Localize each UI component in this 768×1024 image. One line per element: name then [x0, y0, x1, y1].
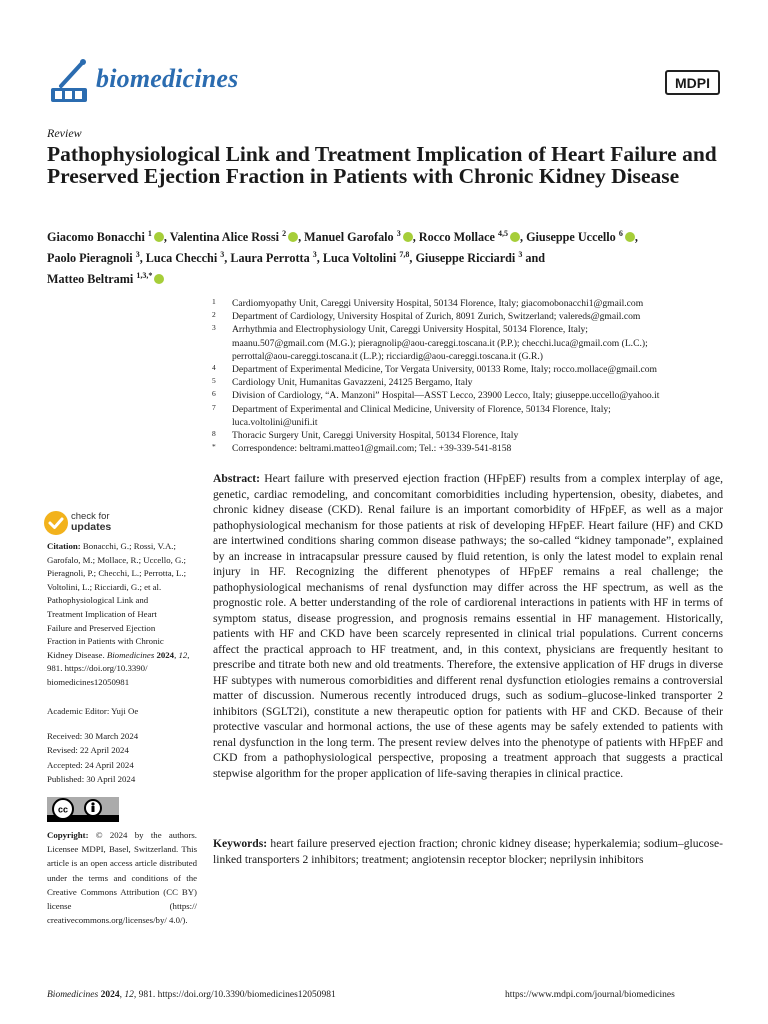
affiliations [212, 297, 724, 455]
affiliation-text [232, 297, 724, 310]
affiliation-number: 6 [212, 389, 216, 399]
journal-name[interactable]: biomedicines [96, 64, 239, 93]
author-separator: and [522, 251, 546, 266]
author-affiliation-sup: 3 [220, 250, 225, 260]
citation: Citation: Bonacchi, G.; Rossi, V.A.; Garofalo, M.; Mollace, R.; Uccello, G.; Pieragnoli, P.; Checchi, L.; Perrotta, L.; Voltolini, L.; Ricciardi, G.; et al. Pathophysiological Link and Treatment Implication of Heart Failure and Preserved Ejection Fraction in Patients with Chronic Kidney Disease. Biomedicines 2024, 12, 981. https://doi.org/10.3390/ biomedicines12050981 [47, 540, 202, 690]
citation-year: 2024 [156, 649, 175, 660]
author-name[interactable]: Luca Checchi [145, 251, 221, 266]
orcid-icon[interactable] [403, 232, 413, 242]
date-published: Published: 30 April 2024 [47, 773, 136, 784]
abstract-label: Abstract: [213, 472, 261, 485]
abstract-text: Heart failure with preserved ejection fraction (HFpEF) results from a complex interplay of age, genetic, cardiac remodeling, and concomitant comorbidities including hypertension, obesity, diabetes, and chronic kidney disease (CKD). Renal failure is an important comorbidity of HFpEF, as well as a major pathophysiological mechanism for those patients at risk of developing HFpEF. Heart failure (HF) and CKD are intertwined conditions sharing common disease pathways; the so-called “kidney tamponade”, explained by an increase in intracapsular pressure caused by fluid retention, is only the latest model to explain renal injury in HF. Recognizing the different phenotypes of HFpEF remains a real challenge; the pathophysiological mechanisms of renal dysfunction may differ across the HF spectrum, as well as the prognostic role. A better understanding of the role of cardiorenal interactions in patients with HF in terms of symptom status, disease progression, and prognosis remains essential in HF management. Historically, patients with HF and CKD have been scarcely represented in clinical trial populations. Current concerns affect the practical approach to HF treatment, and, in this context, physicians are frequently hesitant to prescribe and titrate both new and old treatments. Therefore, the extensive application of HF drugs in diverse HF subtypes with numerous comorbidities and different renal dysfunction etiologies remains a controversial matter of discussion. Numerous recently introduced drugs, such as sodium–glucose-linked transporter 2 inhibitors (SGLT2i), constitute a new therapeutic option for patients with HF and CKD. Because of their protective vascular and hormonal actions, the use of these agents may be safely extended to patients with renal dysfunction in the long term. The present review delves into the phenotype of patients with HFpEF and CKD from a pathophysiological perspective, proposing a treatment approach that suggests a practical stepwise algorithm for the proper application of life-saving therapies in clinical practice. [213, 472, 723, 780]
check-for-updates-icon[interactable] [43, 510, 69, 536]
cc-by-license-icon[interactable] [47, 797, 119, 822]
author-affiliation-sup: 4,5 [497, 229, 508, 238]
affiliation-item [212, 442, 724, 455]
author-name[interactable]: Luca Voltolini [322, 251, 400, 266]
author-affiliation-sup: 6 [618, 229, 623, 238]
date-received: Received: 30 March 2024 [47, 731, 139, 741]
citation-line: Voltolini, L.; Ricciardi, G.; et al. [47, 581, 162, 592]
article-dates [47, 729, 138, 786]
affiliation-number: * [212, 442, 216, 452]
affiliation-item [212, 429, 724, 442]
footer-citation: Biomedicines 2024, 12, 981. https://doi.org/10.3390/biomedicines12050981 [47, 990, 336, 1000]
author-name[interactable]: Manuel Garofalo [304, 230, 397, 245]
copyright-notice [47, 828, 197, 927]
citation-line: Bonacchi, G.; Rossi, V.A.; [82, 541, 176, 551]
author-separator: , [316, 251, 323, 266]
citation-line: Pieragnoli, P.; Checchi, L.; Perrotta, L.; [47, 568, 187, 579]
affiliation-item [212, 376, 724, 389]
citation-label: Citation: [47, 541, 81, 551]
affiliation-line: perrottal@aou-careggi.toscana.it (L.P.); ricciardig@aou-careggi.toscana.it (G.R.) [232, 350, 543, 362]
footer-doi[interactable]: , 981. https://doi.org/10.3390/biomedicines12050981 [133, 990, 336, 1000]
svg-text:cc: cc [57, 804, 69, 815]
footer-journal-url[interactable]: https://www.mdpi.com/journal/biomedicines [505, 990, 675, 1000]
author-affiliation-sup: 1,3,* [136, 271, 153, 281]
author-affiliation-sup: 7,8 [399, 250, 410, 260]
orcid-icon[interactable] [510, 232, 520, 242]
affiliation-text [232, 442, 724, 455]
affiliation-number: 1 [212, 297, 216, 306]
citation-line: Failure and Preserved Ejection [47, 622, 156, 633]
affiliation-line: Department of Experimental Medicine, Tor Vergata University, 00133 Rome, Italy; rocco.mollace@gmail.com [232, 364, 658, 376]
author-affiliation-sup: 3 [135, 250, 140, 260]
author-separator: , [519, 230, 527, 245]
citation-journal: Biomedicines [106, 649, 155, 660]
citation-tail: Kidney Disease. [47, 649, 107, 660]
affiliation-item [212, 403, 724, 429]
abstract [213, 471, 723, 781]
affiliation-text [232, 376, 724, 389]
affiliation-line: Thoracic Surgery Unit, Careggi University Hospital, 50134 Florence, Italy [232, 430, 519, 442]
footer-year: 2024 [100, 990, 120, 1000]
affiliation-text [232, 323, 724, 363]
affiliation-number: 3 [212, 323, 216, 333]
author-name[interactable]: Rocco Mollace [418, 230, 498, 245]
affiliation-text [232, 363, 724, 376]
affiliation-line: luca.voltolini@unifi.it [232, 416, 318, 428]
affiliation-line: Division of Cardiology, “A. Manzoni” Hospital—ASST Lecco, 23900 Lecco, Italy; giuseppe.uccello@yahoo.it [232, 390, 660, 402]
author-separator: , [139, 251, 146, 266]
affiliation-item [212, 310, 724, 323]
affiliation-text [232, 403, 724, 429]
affiliation-text [232, 429, 724, 442]
copyright-text: © 2024 by the authors. Licensee MDPI, Basel, Switzerland. This article is an open access article distributed under the terms and conditions of the Creative Commons Attribution (CC BY) license (https:// creativecommons.org/licenses/by/ 4.0/). [47, 830, 197, 926]
footer-volume: 12 [124, 990, 134, 1000]
publisher-logo[interactable]: MDPI [665, 70, 720, 95]
affiliation-line: maanu.507@gmail.com (M.G.); pieragnolip@aou-careggi.toscana.it (P.P.); checchi.luca@gmail.com (L.C.); [232, 337, 648, 349]
author-name[interactable]: Laura Perrotta [230, 251, 313, 266]
affiliation-number: 4 [212, 363, 216, 373]
citation-line: Garofalo, M.; Mollace, R.; Uccello, G.; [47, 554, 187, 565]
citation-line: Treatment Implication of Heart [47, 608, 157, 619]
copyright-label: Copyright: [47, 830, 89, 840]
author-separator: , [298, 230, 305, 245]
citation-volume: 12 [178, 649, 188, 660]
academic-editor: Academic Editor: Yuji Oe [47, 706, 139, 716]
author-name[interactable]: Matteo Beltrami [47, 272, 137, 287]
affiliation-line: Correspondence: beltrami.matteo1@gmail.com; Tel.: +39-339-541-8158 [232, 443, 512, 455]
citation-doi[interactable]: biomedicines12050981 [47, 676, 130, 687]
author-name[interactable]: Giacomo Bonacchi [47, 230, 148, 245]
keywords-text: heart failure preserved ejection fraction; chronic kidney disease; hyperkalemia; sodium–glucose-linked transporters 2 inhibitors; treatment; angiotensin receptor blocker; neprilysin inhibitors [213, 837, 723, 866]
article-title: Pathophysiological Link and Treatment Implication of Heart Failure and Preserved Ejection Fraction in Patients with Chronic Kidney Disease [47, 142, 717, 188]
affiliation-item [212, 323, 724, 363]
orcid-icon[interactable] [154, 274, 164, 284]
affiliation-line: Department of Cardiology, University Hospital of Zurich, 8091 Zurich, Switzerland; valereds@gmail.com [232, 311, 641, 323]
article-type: Review [47, 126, 82, 140]
author-list [47, 225, 727, 288]
affiliation-line: Cardiomyopathy Unit, Careggi University Hospital, 50134 Florence, Italy; giacomobonacchi1@gmail.com [232, 298, 644, 309]
author-affiliation-sup: 1 [147, 229, 152, 238]
keywords [213, 836, 723, 867]
affiliation-number: 2 [212, 310, 216, 320]
keywords-label: Keywords: [213, 837, 268, 850]
citation-line: Pathophysiological Link and [47, 595, 149, 606]
author-name[interactable]: Valentina Alice Rossi [169, 230, 283, 245]
affiliation-line: Department of Experimental and Clinical Medicine, University of Florence, 50134 Florence, Italy; [232, 403, 611, 415]
author-separator: , [634, 230, 638, 245]
author-name[interactable]: Paolo Pieragnoli [47, 251, 136, 266]
date-revised: Revised: 22 April 2024 [47, 745, 129, 756]
check-for-updates-link[interactable] [71, 512, 111, 532]
affiliation-line: Arrhythmia and Electrophysiology Unit, Careggi University Hospital, 50134 Florence, Italy; [232, 324, 588, 336]
check-label-line1: check for [71, 511, 110, 522]
affiliation-number: 8 [212, 429, 216, 439]
citation-line: Fraction in Patients with Chronic [47, 636, 164, 647]
citation-doi[interactable]: 981. https://doi.org/10.3390/ [47, 663, 148, 674]
orcid-icon[interactable] [288, 232, 298, 242]
affiliation-text [232, 310, 724, 323]
journal-logo-icon [47, 58, 91, 106]
orcid-icon[interactable] [154, 232, 164, 242]
affiliation-text [232, 389, 724, 402]
date-accepted: Accepted: 24 April 2024 [47, 759, 134, 770]
author-name[interactable]: Giuseppe Ricciardi [415, 251, 519, 266]
orcid-icon[interactable] [625, 232, 635, 242]
affiliation-item [212, 363, 724, 376]
author-affiliation-sup: 3 [396, 229, 401, 238]
author-affiliation-sup: 3 [518, 250, 523, 260]
author-name[interactable]: Giuseppe Uccello [526, 230, 619, 245]
affiliation-line: Cardiology Unit, Humanitas Gavazzeni, 24125 Bergamo, Italy [232, 377, 473, 389]
author-affiliation-sup: 2 [282, 229, 287, 238]
author-affiliation-sup: 3 [312, 250, 317, 260]
affiliation-item [212, 389, 724, 402]
check-label-line2: updates [71, 521, 112, 533]
affiliation-item [212, 297, 724, 310]
footer-journal: Biomedicines [47, 990, 99, 1000]
author-separator: , [412, 230, 419, 245]
author-separator: , [224, 251, 231, 266]
author-separator: , [409, 251, 416, 266]
affiliation-number: 5 [212, 376, 216, 386]
author-separator: , [163, 230, 170, 245]
affiliation-number: 7 [212, 402, 216, 412]
